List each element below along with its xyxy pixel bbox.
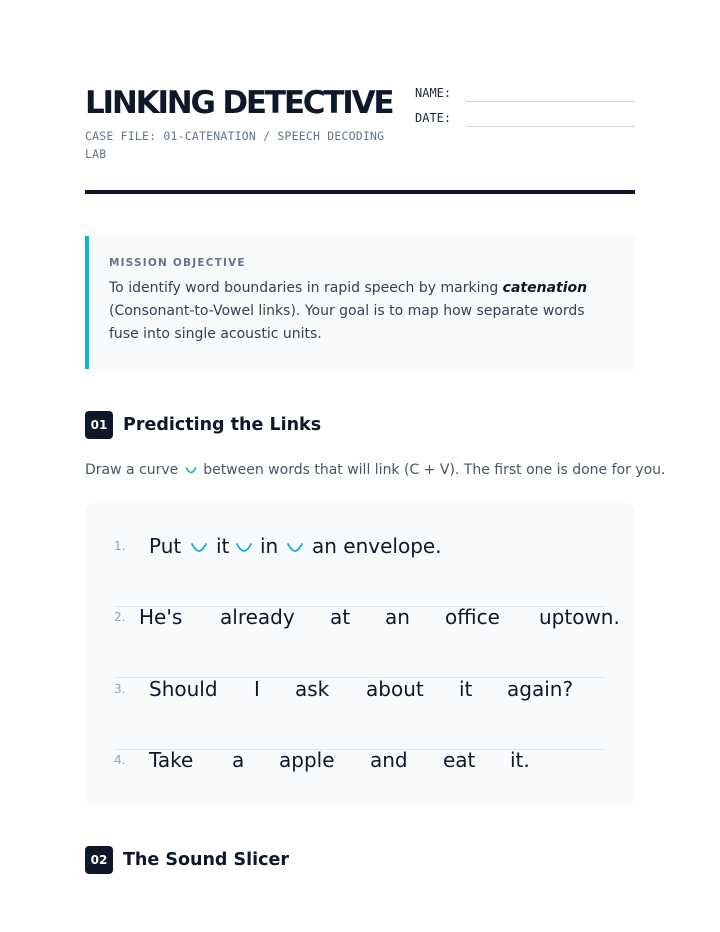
name-label: NAME:	[415, 86, 452, 100]
sentence-word: about	[366, 677, 424, 701]
sentence-word: an envelope.	[312, 534, 442, 558]
worksheet-title: LINKING DETECTIVE	[85, 85, 393, 121]
mission-label: MISSION OBJECTIVE	[109, 257, 246, 269]
sentence-number: 1.	[114, 539, 126, 553]
sentence-word: Put	[149, 534, 182, 558]
sentence-word: ask	[295, 677, 330, 701]
sentence-word: uptown.	[539, 605, 620, 629]
sentence-word: apple	[279, 748, 335, 772]
sentence-word: a	[232, 748, 245, 772]
sentence-word: and	[370, 748, 408, 772]
date-label: DATE:	[415, 111, 452, 125]
sentence-number: 4.	[114, 753, 126, 767]
instruction-start: Draw a curve	[85, 462, 179, 478]
sentence-number: 3.	[114, 682, 126, 696]
sentence-word: in	[260, 534, 279, 558]
sentence-word: Should	[149, 677, 218, 701]
mission-objective-box	[85, 236, 635, 369]
sentence-number: 2.	[114, 610, 126, 624]
date-input-line[interactable]	[466, 126, 635, 127]
sentence-word: I	[254, 677, 260, 701]
sentence-row-1	[114, 535, 606, 607]
sentence-row-3	[114, 678, 606, 750]
date-field	[415, 109, 635, 134]
header-divider	[85, 190, 635, 194]
mission-emphasis: catenation	[502, 280, 588, 296]
section-title: The Sound Slicer	[123, 850, 289, 870]
section-title: Predicting the Links	[123, 415, 322, 435]
sentence-word: office	[445, 605, 500, 629]
sentence-word: again?	[507, 677, 574, 701]
sentence-word: it	[216, 534, 230, 558]
link-curve-icon	[185, 466, 197, 476]
sentence-word: it	[459, 677, 473, 701]
sentence-word: at	[330, 605, 351, 629]
link-curve-icon	[190, 542, 208, 554]
name-field	[415, 84, 635, 109]
instruction-text	[85, 462, 666, 478]
sentence-word: an	[385, 605, 410, 629]
case-file-label: CASE FILE: 01-CATENATION / SPEECH DECODING LAB	[85, 129, 385, 161]
mission-text-start: To identify word boundaries in rapid speech by marking	[109, 280, 503, 296]
sentence-word: eat	[443, 748, 476, 772]
student-fields	[415, 84, 635, 134]
sentence-word: He's	[139, 605, 183, 629]
sentence-word: already	[220, 605, 295, 629]
section-number-badge: 01	[85, 411, 113, 439]
mission-text	[109, 277, 615, 346]
instruction-end: between words that will link (C + V). The first one is done for you.	[203, 462, 666, 478]
section-number-badge: 02	[85, 846, 113, 874]
link-curve-icon	[286, 542, 304, 554]
section-predicting-links	[85, 411, 635, 439]
sentence-word: Take	[149, 748, 194, 772]
mission-text-end: (Consonant-to-Vowel links). Your goal is to map how separate words fuse into single acoustic units.	[109, 303, 585, 342]
link-curve-icon	[235, 542, 253, 554]
section-sound-slicer	[85, 846, 635, 874]
sentence-row-4	[114, 749, 606, 820]
name-input-line[interactable]	[466, 101, 635, 102]
sentence-word: it.	[510, 748, 530, 772]
worksheet-header	[85, 84, 635, 194]
sentence-row-2	[114, 605, 620, 678]
sentence-list	[85, 503, 635, 804]
